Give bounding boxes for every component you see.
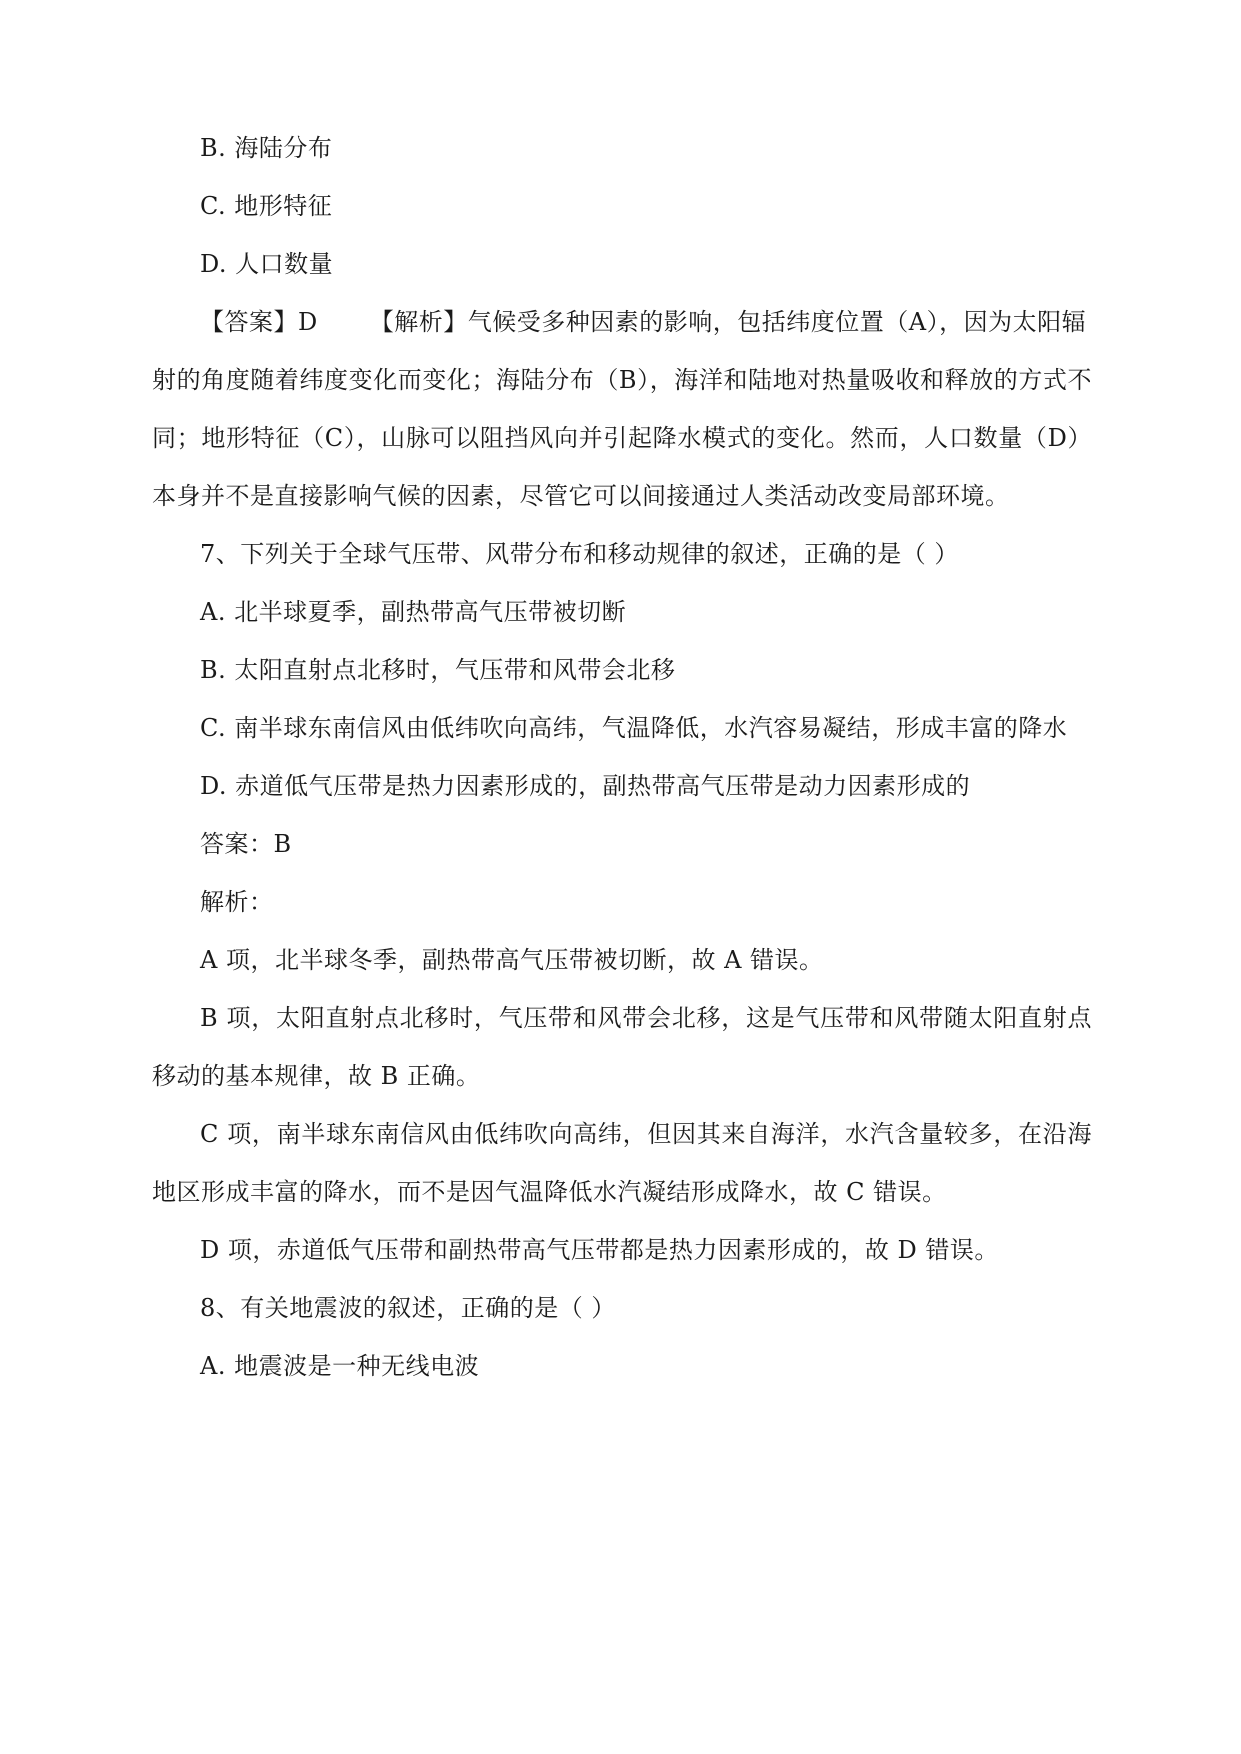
q7-option-c: C. 南半球东南信风由低纬吹向高纬，气温降低，水汽容易凝结，形成丰富的降水 [200,714,1068,742]
q6-option-d: D. 人口数量 [200,250,334,278]
q7-analysis-label: 解析： [200,888,274,916]
q8-option-a: A. 地震波是一种无线电波 [200,1352,480,1380]
q6-analysis-line-4: 本身并不是直接影响气候的因素，尽管它可以间接通过人类活动改变局部环境。 [152,482,1010,510]
q7-explain-b-line-1: B 项，太阳直射点北移时，气压带和风带会北移，这是气压带和风带随太阳直射点 [200,1004,1092,1032]
q7-option-b: B. 太阳直射点北移时，气压带和风带会北移 [200,656,676,684]
q7-explain-d: D 项，赤道低气压带和副热带高气压带都是热力因素形成的，故 D 错误。 [200,1236,999,1264]
q7-explain-a: A 项，北半球冬季，副热带高气压带被切断，故 A 错误。 [200,946,824,974]
q7-explain-c-line-1: C 项，南半球东南信风由低纬吹向高纬，但因其来自海洋，水汽含量较多，在沿海 [200,1120,1092,1148]
q7-stem: 7、下列关于全球气压带、风带分布和移动规律的叙述，正确的是（ ） [200,540,959,568]
q7-answer: 答案：B [200,830,292,858]
q8-stem: 8、有关地震波的叙述，正确的是（ ） [200,1294,616,1322]
q7-option-d: D. 赤道低气压带是热力因素形成的，副热带高气压带是动力因素形成的 [200,772,971,800]
q6-answer-line-1 [200,307,1092,337]
q6-option-b: B. 海陆分布 [200,134,333,162]
q7-explain-b-line-2: 移动的基本规律，故 B 正确。 [152,1062,481,1090]
q7-option-a: A. 北半球夏季，副热带高气压带被切断 [200,598,627,626]
q6-option-c: C. 地形特征 [200,192,333,220]
q7-explain-c-line-2: 地区形成丰富的降水，而不是因气温降低水汽凝结形成降水，故 C 错误。 [152,1178,947,1206]
q6-answer: 【答案】D [200,308,318,336]
q6-analysis-line-1: 【解析】气候受多种因素的影响，包括纬度位置（A），因为太阳辐 [369,308,1087,336]
q6-analysis-line-2: 射的角度随着纬度变化而变化；海陆分布（B），海洋和陆地对热量吸收和释放的方式不 [152,366,1092,394]
q6-analysis-line-3: 同；地形特征（C），山脉可以阻挡风向并引起降水模式的变化。然而，人口数量（D） [152,424,1092,452]
